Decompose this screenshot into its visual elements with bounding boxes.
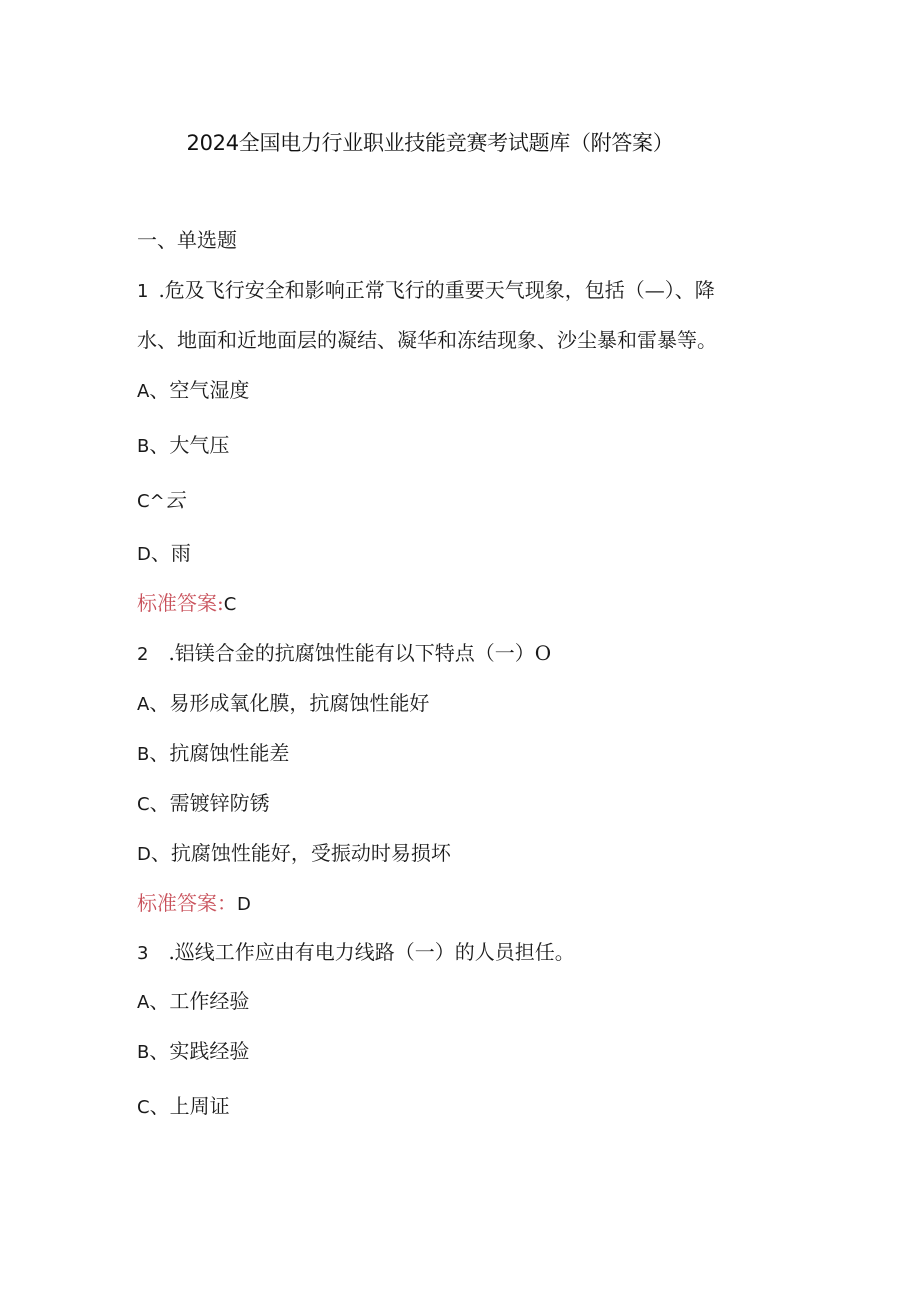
q3-option-a: [137, 987, 249, 1017]
option-sep: 、: [149, 1094, 170, 1118]
option-sep: 、: [150, 841, 171, 865]
answer-value: C: [223, 594, 237, 615]
question-number: 3: [137, 943, 149, 964]
option-label: B: [137, 744, 150, 765]
option-sep: 、: [149, 1039, 170, 1063]
option-label: C: [137, 794, 150, 815]
option-label: B: [137, 1042, 150, 1063]
option-text: 抗腐蚀性能好，受振动时易损坏: [170, 841, 451, 865]
option-text: 易形成氧化膜，抗腐蚀性能好: [169, 691, 430, 715]
option-text: 空气湿度: [169, 378, 250, 402]
option-label: A: [137, 381, 150, 402]
question-1-stem-line-1: [137, 276, 715, 306]
option-sep: 、: [149, 691, 170, 715]
option-label: D: [137, 844, 151, 865]
q1-answer: [137, 589, 236, 619]
question-3-stem: [137, 938, 575, 968]
question-2-stem: [137, 639, 551, 669]
option-text: 上周证: [169, 1094, 230, 1118]
question-number: 1: [137, 281, 149, 302]
option-sep: 、: [149, 989, 170, 1013]
option-sep: 、: [149, 378, 170, 402]
option-text: 雨: [170, 541, 191, 565]
option-text: 抗腐蚀性能差: [169, 741, 290, 765]
q2-option-b: [137, 739, 289, 769]
option-sep: 、: [149, 433, 170, 457]
question-number: 2: [137, 644, 149, 665]
question-1-stem-line-2: 水、地面和近地面层的凝结、凝华和冻结现象、沙尘暴和雷暴等。: [137, 328, 717, 352]
option-text: 实践经验: [169, 1039, 250, 1063]
option-label: B: [137, 436, 150, 457]
q2-option-d: [137, 839, 451, 869]
answer-label: 标准答案:: [137, 591, 224, 615]
option-label: A: [137, 694, 150, 715]
option-sep: 、: [149, 741, 170, 765]
q1-option-d: [137, 539, 191, 569]
option-label: C: [137, 1097, 150, 1118]
option-sep: 、: [149, 791, 170, 815]
question-text: .巡线工作应由有电力线路（一）的人员担任。: [168, 940, 575, 964]
option-sep: 、: [150, 541, 171, 565]
option-text: 大气压: [169, 433, 230, 457]
option-text: 云: [164, 488, 185, 512]
q3-option-b: [137, 1037, 249, 1067]
page-title: 2024全国电力行业职业技能竞赛考试题库（附答案）: [186, 131, 674, 155]
q2-option-a: [137, 689, 429, 719]
option-text: 需镀锌防锈: [169, 791, 270, 815]
option-label: C^: [137, 491, 165, 512]
option-label: D: [137, 544, 151, 565]
q1-option-a: [137, 376, 249, 406]
question-text: .危及飞行安全和影响正常飞行的重要天气现象，包括（—）、降: [158, 278, 715, 302]
option-text: 工作经验: [169, 989, 250, 1013]
answer-value: D: [237, 894, 251, 915]
q2-option-c: [137, 789, 270, 819]
answer-label: 标准答案：: [137, 891, 237, 915]
question-text: .铝镁合金的抗腐蚀性能有以下特点（一）O: [168, 641, 552, 665]
q2-answer: [137, 889, 251, 919]
section-heading: 一、单选题: [137, 228, 237, 252]
q1-option-b: [137, 431, 229, 461]
option-label: A: [137, 992, 150, 1013]
q1-option-c: [137, 486, 185, 516]
q3-option-c: [137, 1092, 230, 1122]
